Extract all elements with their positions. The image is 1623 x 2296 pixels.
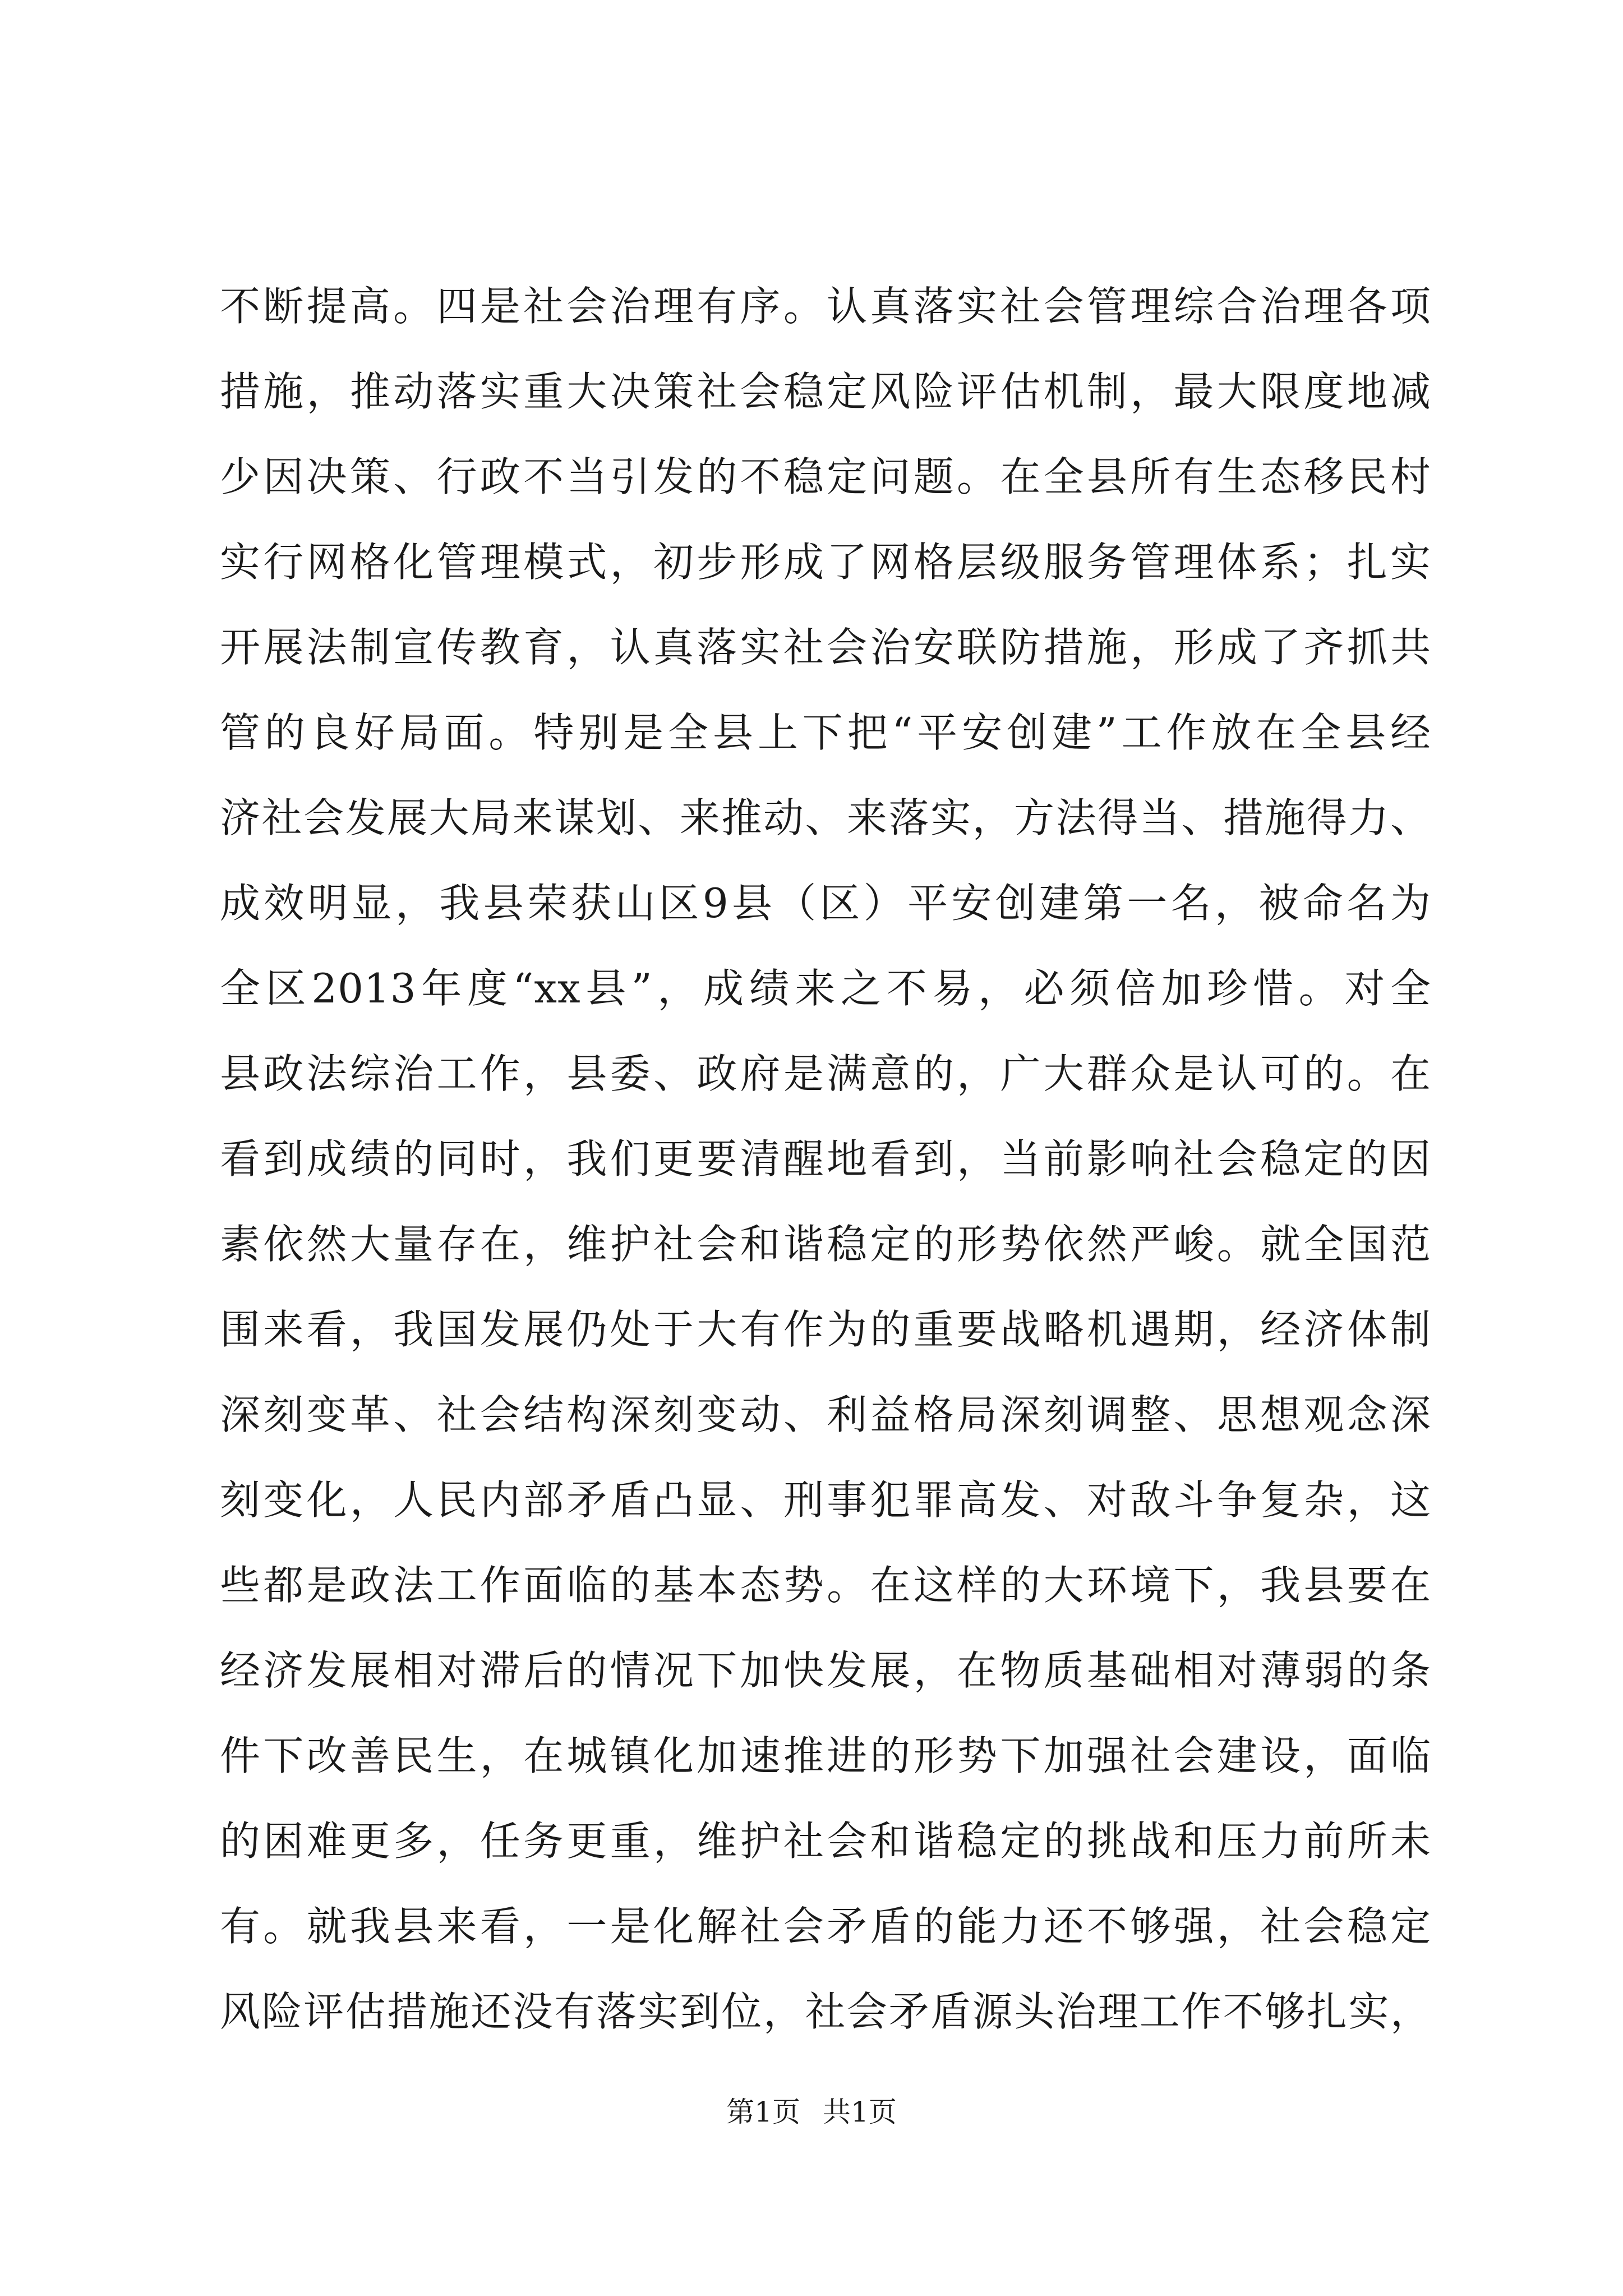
text-line: 开展法制宣传教育，认真落实社会治安联防措施，形成了齐抓共 xyxy=(220,624,1431,671)
text-line: 围来看，我国发展仍处于大有作为的重要战略机遇期，经济体制 xyxy=(220,1306,1431,1353)
text-line: 县政法综治工作，县委、政府是满意的，广大群众是认可的。在 xyxy=(220,1050,1431,1097)
text-line: 全区2013年度“xx县”，成绩来之不易，必须倍加珍惜。对全 xyxy=(220,965,1431,1012)
text-line: 不断提高。四是社会治理有序。认真落实社会管理综合治理各项 xyxy=(220,283,1431,330)
text-line: 措施，推动落实重大决策社会稳定风险评估机制，最大限度地减 xyxy=(220,368,1431,415)
page-total: 共1页 xyxy=(823,2096,897,2128)
text-line: 件下改善民生，在城镇化加速推进的形势下加强社会建设，面临 xyxy=(220,1732,1431,1779)
text-line: 实行网格化管理模式，初步形成了网格层级服务管理体系；扎实 xyxy=(220,539,1431,586)
text-line: 看到成绩的同时，我们更要清醒地看到，当前影响社会稳定的因 xyxy=(220,1135,1431,1182)
text-line: 济社会发展大局来谋划、来推动、来落实，方法得当、措施得力、 xyxy=(220,794,1431,841)
text-line: 管的良好局面。特别是全县上下把“平安创建”工作放在全县经 xyxy=(220,709,1431,756)
text-line: 有。就我县来看，一是化解社会矛盾的能力还不够强，社会稳定 xyxy=(220,1903,1431,1950)
text-line: 素依然大量存在，维护社会和谐稳定的形势依然严峻。就全国范 xyxy=(220,1221,1431,1268)
text-line: 深刻变革、社会结构深刻变动、利益格局深刻调整、思想观念深 xyxy=(220,1391,1431,1438)
text-line: 经济发展相对滞后的情况下加快发展，在物质基础相对薄弱的条 xyxy=(220,1647,1431,1694)
text-line: 些都是政法工作面临的基本态势。在这样的大环境下，我县要在 xyxy=(220,1562,1431,1609)
body-paragraph xyxy=(220,264,1431,2054)
page-number: 第1页 xyxy=(726,2096,800,2128)
text-line: 的困难更多，任务更重，维护社会和谐稳定的挑战和压力前所未 xyxy=(220,1818,1431,1865)
text-line: 刻变化，人民内部矛盾凸显、刑事犯罪高发、对敌斗争复杂，这 xyxy=(220,1476,1431,1524)
text-line: 成效明显，我县荣获山区9县（区）平安创建第一名，被命名为 xyxy=(220,880,1431,927)
page-footer xyxy=(0,2092,1623,2132)
text-line: 风险评估措施还没有落实到位，社会矛盾源头治理工作不够扎实， xyxy=(220,1988,1431,2035)
text-line: 少因决策、行政不当引发的不稳定问题。在全县所有生态移民村 xyxy=(220,453,1431,500)
